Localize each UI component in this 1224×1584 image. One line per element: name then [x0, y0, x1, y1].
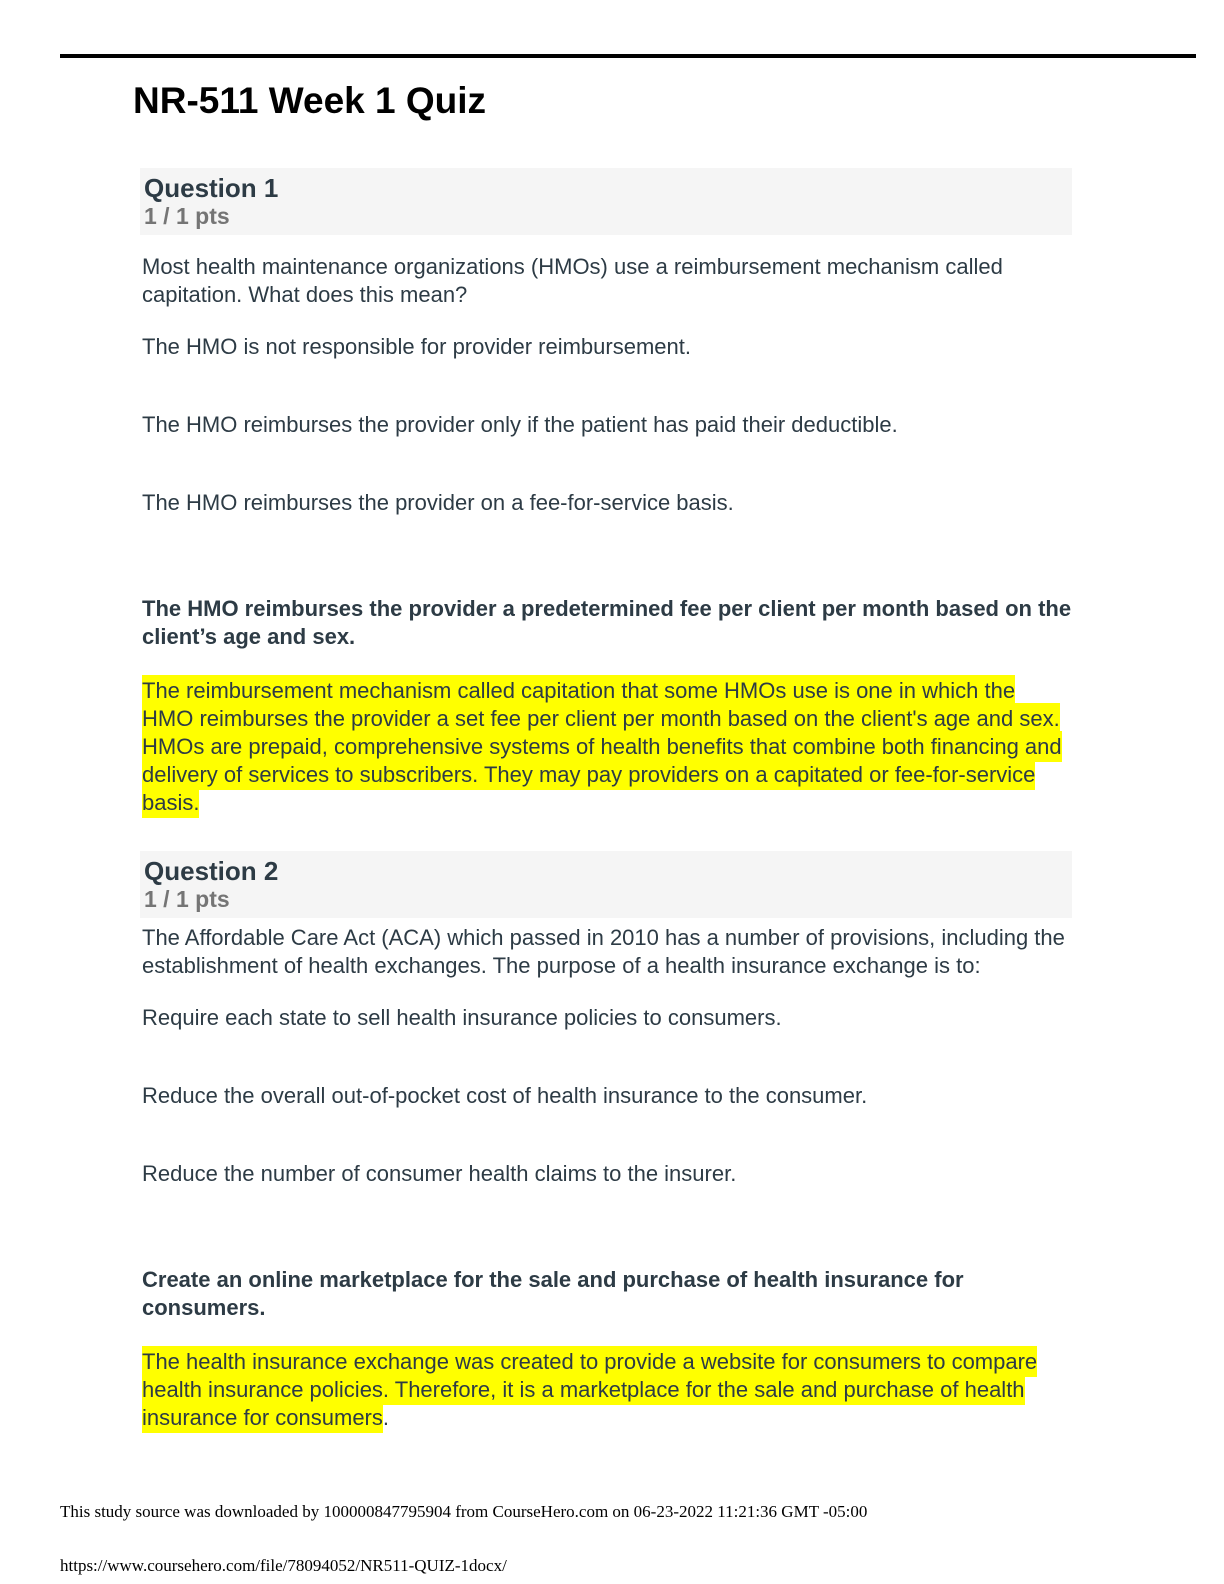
- answer-option: The HMO is not responsible for provider reimbursement.: [142, 334, 691, 359]
- question-block-2: [140, 851, 1072, 1432]
- answer-option: Reduce the number of consumer health claims to the insurer.: [142, 1161, 737, 1186]
- top-rule-divider: [60, 54, 1196, 58]
- highlighted-text: The health insurance exchange was created to provide a website for consumers to compare health insurance policies. Therefore, it is a marketplace for the sale and purchase of health insurance for consumers: [142, 1346, 1037, 1433]
- question-1-points: 1 / 1 pts: [144, 203, 230, 229]
- question-2-title: Question 2: [144, 856, 279, 886]
- answer-option: The HMO reimburses the provider only if the patient has paid their deductible.: [142, 412, 898, 437]
- question-2-text: The Affordable Care Act (ACA) which passed in 2010 has a number of provisions, including the establishment of health exchanges. The purpose of a health insurance exchange is to:: [142, 925, 1065, 978]
- source-url: https://www.coursehero.com/file/78094052/NR511-QUIZ-1docx/: [60, 1556, 507, 1575]
- question-1-header: [140, 168, 1072, 235]
- answer-option: The HMO reimburses the provider on a fee-for-service basis.: [142, 490, 734, 515]
- question-1-text: Most health maintenance organizations (HMOs) use a reimbursement mechanism called capitation. What does this mean?: [142, 254, 1003, 307]
- answer-option: Reduce the overall out-of-pocket cost of health insurance to the consumer.: [142, 1083, 868, 1108]
- answer-option: Require each state to sell health insurance policies to consumers.: [142, 1005, 782, 1030]
- question-2-header: [140, 851, 1072, 918]
- quiz-content: [140, 168, 1072, 1432]
- answer-option-correct: The HMO reimburses the provider a predetermined fee per client per month based on the client’s age and sex.: [142, 596, 1072, 649]
- page-title: NR-511 Week 1 Quiz: [133, 80, 487, 121]
- answer-explanation: [142, 677, 1072, 817]
- question-1-title: Question 1: [144, 173, 279, 203]
- download-attribution: This study source was downloaded by 100000847795904 from CourseHero.com on 06-23-2022 11:21:36 GMT -05:00: [60, 1502, 868, 1521]
- explanation-trailing-period: .: [382, 1405, 390, 1430]
- answer-explanation: [142, 1348, 1072, 1432]
- question-block-1: [140, 168, 1072, 817]
- highlighted-text: The reimbursement mechanism called capitation that some HMOs use is one in which the HMO reimburses the provider a set fee per client per month based on the client's age and sex. HMOs are prepaid, comprehensive systems of health benefits that combine both financing and delivery of services to subscribers. They may pay providers on a capitated or fee-for-service basis.: [142, 675, 1062, 818]
- answer-option-correct: Create an online marketplace for the sale and purchase of health insurance for consumers.: [142, 1267, 964, 1320]
- question-2-points: 1 / 1 pts: [144, 886, 230, 912]
